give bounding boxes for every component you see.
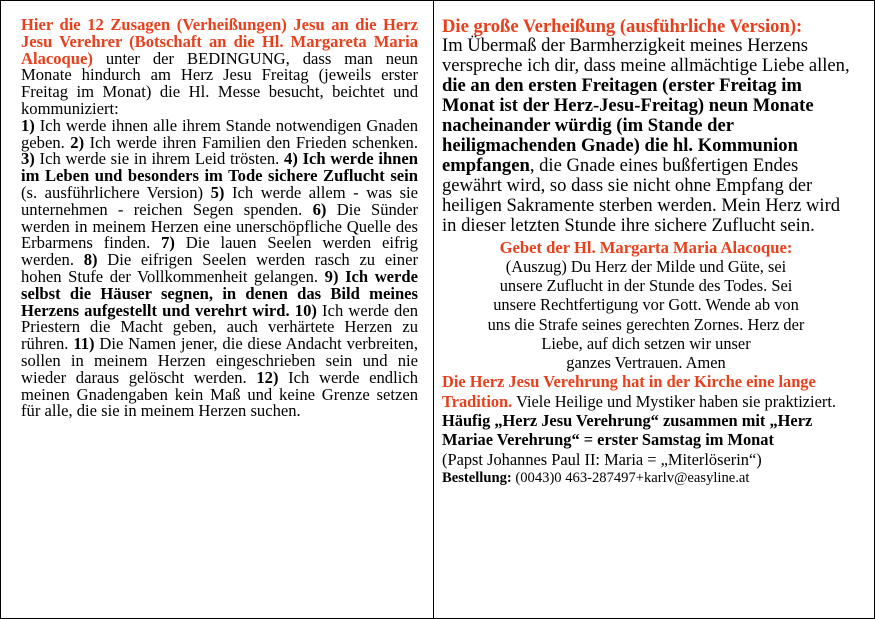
tradition-heading: Die Herz Jesu Verehrung hat in der Kirche eine lange Tradition. <box>442 372 816 411</box>
column-divider <box>433 0 434 619</box>
prayer-text <box>442 257 850 372</box>
order-contact: (0043)0 463-287497+karlv@easyline.at <box>515 470 750 487</box>
promises-list <box>21 115 419 421</box>
promise-item: 4) Ich werde ihnen im Leben und besonders im Tode sichere Zuflucht sein (s. ausführlichere Version) <box>21 149 418 202</box>
great-promise-title: Die große Verheißung (ausführliche Version): <box>442 16 803 37</box>
promise-item: 12) Ich werde endlich meinen Gnadengaben kein Maß und keine Grenze setzen für alle, die sie in meinem Herzen suchen. <box>21 367 418 421</box>
tradition-note: Häufig „Herz Jesu Verehrung“ zusammen mit „Herz Mariae Verehrung“ = erster Samstag im Monat <box>442 411 813 450</box>
tradition-paragraph <box>442 372 850 450</box>
promises-condition: unter der BEDINGUNG, dass man neun Monate hindurch am Herz Jesu Freitag (jeweils erster Freitag im Monat) die Hl. Messe besucht, beichtet und kommuniziert: <box>21 48 418 118</box>
great-promise-start: Im Übermaß der Barmherzigkeit meines Herzens verspreche ich dir, dass meine allmächtige Liebe allen, <box>442 35 850 76</box>
prayer-line: unsere Zuflucht in der Stunde des Todes. Sei <box>499 276 793 296</box>
promise-item: 5) Ich werde allem - was sie unternehmen - reichen Segen spenden. <box>21 182 419 219</box>
order-label: Bestellung: <box>442 470 512 487</box>
prayer-line: unsere Rechtfertigung vor Gott. Wende ab von <box>493 295 799 315</box>
promise-item: 6) Die Sünder werden in meinem Herzen eine unerschöpfliche Quelle des Erbarmens finden. <box>21 199 418 253</box>
pope-quote: (Papst Johannes Paul II: Maria = „Miterlöserin“) <box>442 449 762 469</box>
prayer-title: Gebet der Hl. Margarta Maria Alacoque: <box>499 238 793 257</box>
tradition-text: Viele Heilige und Mystiker haben sie praktiziert. <box>516 391 836 411</box>
right-column <box>442 17 850 487</box>
prayer-line: (Auszug) Du Herz der Milde und Güte, sei <box>505 257 787 276</box>
prayer-line: Liebe, auf dich setzen wir unser <box>541 333 751 353</box>
promise-item: 11) Die Namen jener, die diese Andacht verbreiten, sollen in meinem Herzen eingeschrieben sein und nie wieder daraus gelöscht werden. <box>21 334 418 387</box>
promise-item: 8) Die eifrigen Seelen werden rasch zu einer hohen Stufe der Vollkommenheit gelangen. <box>21 250 418 286</box>
prayer-line: uns die Strafe seines gerechten Zornes. Herz der <box>487 314 805 334</box>
promise-item: 2) Ich werde ihren Familien den Frieden schenken. <box>70 132 419 152</box>
great-promise-condition: die an den ersten Freitagen (erster Freitag im Monat ist der Herz-Jesu-Freitag) neun Monate nacheinander würdig (im Stande der heiligmachenden Gnade) die hl. Kommunion empfangen <box>442 75 814 176</box>
promise-item: 1) Ich werde ihnen alle ihrem Stande notwendigen Gnaden geben. <box>21 115 418 152</box>
prayer-line: ganzes Vertrauen. Amen <box>566 353 726 373</box>
promises-intro <box>21 17 418 118</box>
great-promise-end: , die Gnade eines bußfertigen Endes gewährt wird, so dass sie nicht ohne Empfang der heiligen Sakramente sterben werden. Mein Herz wird in dieser letzten Stunde ihre sichere Zuflucht sein. <box>442 155 841 236</box>
left-column <box>21 17 418 420</box>
great-promise-text <box>442 36 850 236</box>
promises-heading: Hier die 12 Zusagen (Verheißungen) Jesu an die Herz Jesu Verehrer (Botschaft an die Hl. Margareta Maria Alacoque) <box>21 15 418 68</box>
order-info <box>442 469 850 487</box>
promise-item: 7) Die lauen Seelen werden eifrig werden. <box>21 233 418 270</box>
promise-item: 9) Ich werde selbst die Häuser segnen, in denen das Bild meines Herzens aufgestellt und verehrt wird. <box>21 266 419 320</box>
promise-item: 3) Ich werde sie in ihrem Leid trösten. <box>21 149 280 169</box>
promise-item: 10) Ich werde den Priestern die Macht geben, auch verhärtete Herzen zu rühren. <box>21 300 418 354</box>
